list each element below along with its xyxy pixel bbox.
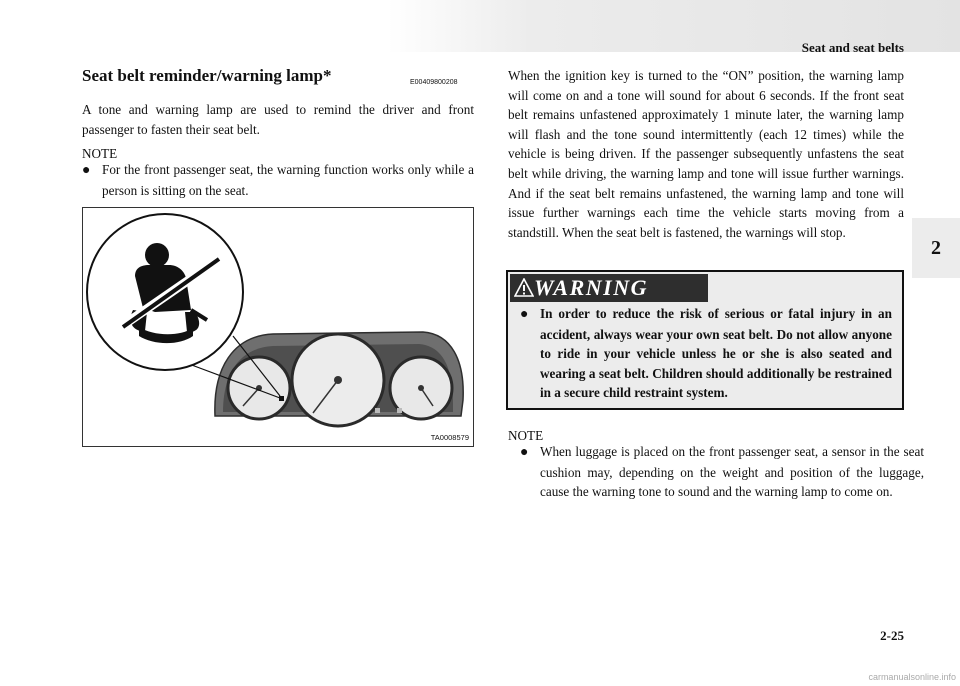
warning-triangle-icon — [514, 278, 534, 298]
section-title: Seat and seat belts — [801, 40, 904, 55]
figure-seat-belt-warning-lamp — [82, 207, 474, 447]
figure-code: TA0008579 — [430, 433, 469, 442]
warning-box — [506, 270, 904, 410]
warning-text: In order to reduce the risk of serious or fatal injury in an accident, always wear your own seat belt. Do not allow anyone to ride in your vehicle unless he or she is also seated and wearing a seat belt. Children should additionally be restrained in a secure child restraint system. — [540, 306, 892, 401]
warning-header — [510, 274, 708, 302]
watermark: carmanualsonline.info — [868, 672, 956, 682]
instrument-cluster-illustration — [83, 208, 473, 446]
page-number: 2-25 — [880, 628, 904, 643]
warning-title: WARNING — [534, 275, 649, 300]
note-label: NOTE — [82, 146, 118, 161]
reference-code: E00409800208 — [410, 79, 458, 86]
note-item — [82, 160, 474, 200]
note-item-2 — [520, 442, 924, 502]
note-item-text-2: When luggage is placed on the front passenger seat, a sensor in the seat cushion may, depending on the weight and position of the luggage, cause the warning tone to sound and the warning lamp to come on. — [540, 444, 924, 500]
intro-paragraph: A tone and warning lamp are used to remind the driver and front passenger to fasten their seat belt. — [82, 102, 474, 137]
section-heading: Seat belt reminder/warning lamp* — [82, 66, 332, 85]
bullet-icon: ● — [520, 445, 529, 460]
chapter-tab: 2 — [912, 218, 960, 278]
warning-item — [520, 304, 892, 403]
note-item-text: For the front passenger seat, the warning function works only while a person is sitting on the seat. — [102, 162, 474, 198]
bullet-icon: ● — [82, 163, 91, 178]
bullet-icon: ● — [520, 307, 529, 322]
note-label-2: NOTE — [508, 428, 544, 443]
body-paragraph: When the ignition key is turned to the “ON” position, the warning lamp will come on and a tone will sound for about 6 seconds. If the front seat belt remains unfastened approximately 1 minute later, the warning lamp will flash and the tone sound intermittently (each 12 times) while the vehicle is being driven. If the passenger subsequently unfastens the seat belt while driving, the warning lamp and tone will issue further warnings. And if the seat belt remains unfastened, the warning lamp and tone will issue further warnings each time the vehicle starts moving from a standstill. When the seat belt is fastened, the warnings will stop. — [508, 68, 904, 240]
